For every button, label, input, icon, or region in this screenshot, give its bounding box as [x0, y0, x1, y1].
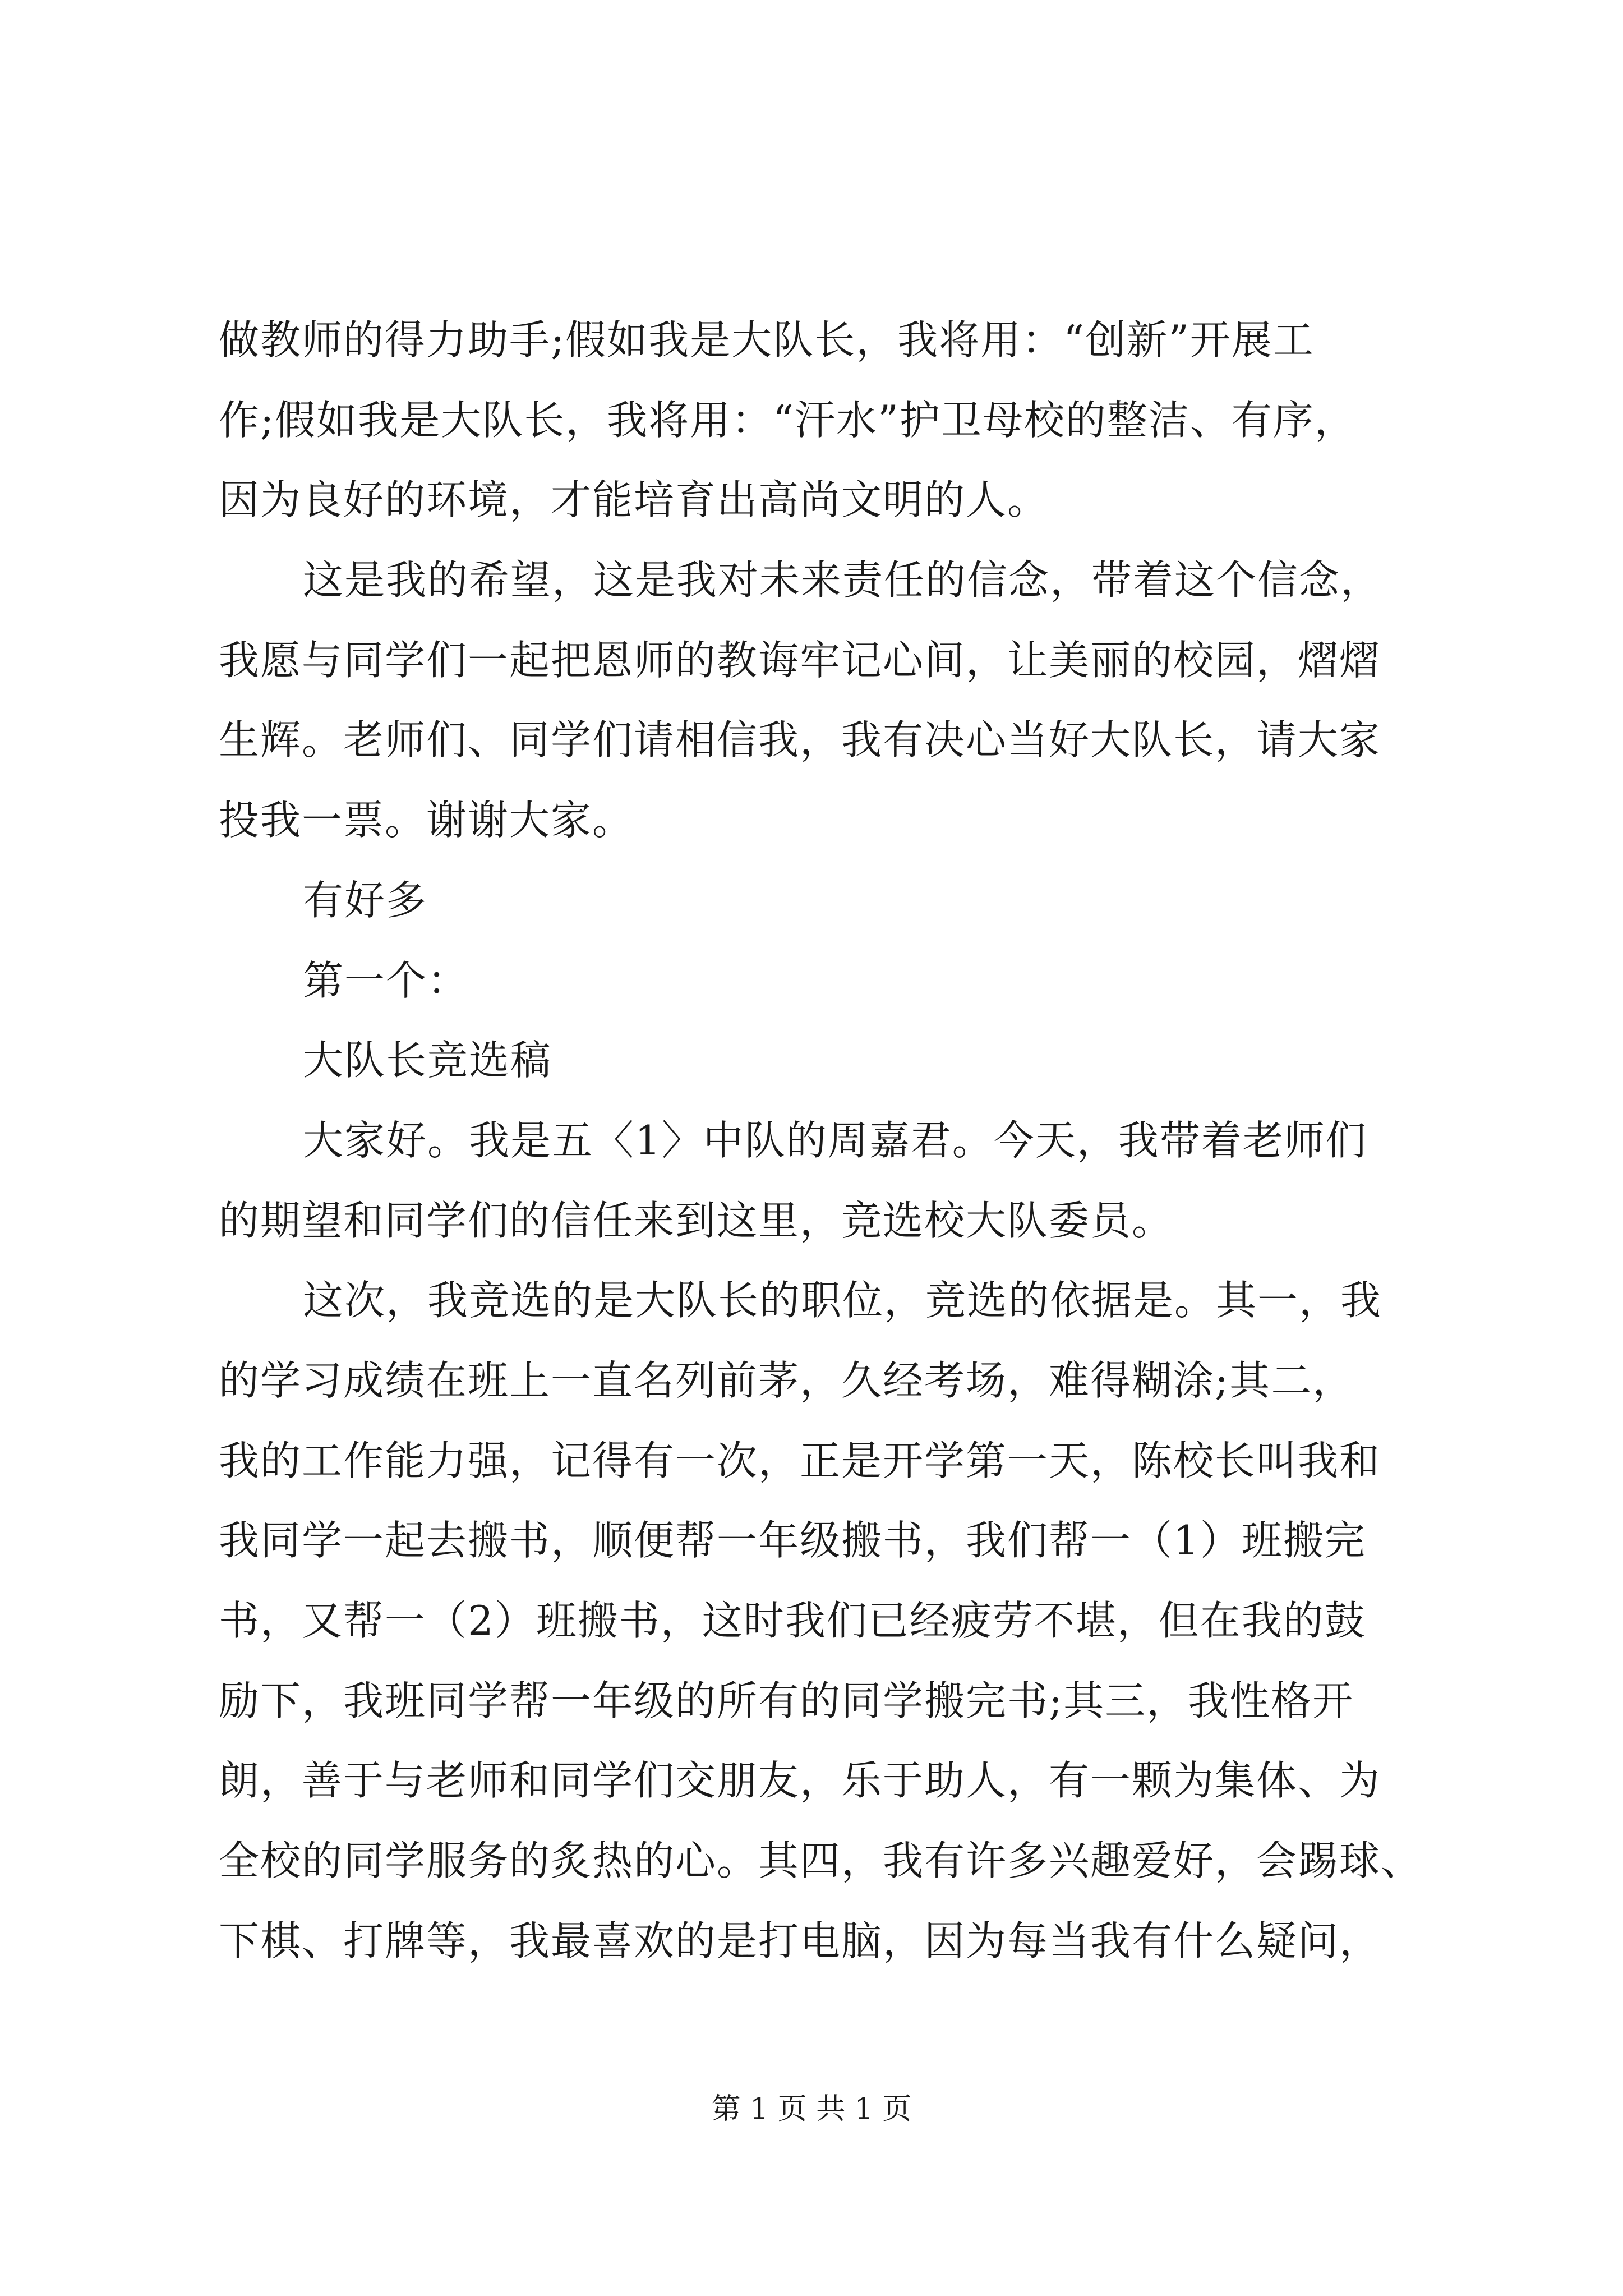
text-line: 下棋、打牌等，我最喜欢的是打电脑，因为每当我有什么疑问， — [219, 1917, 1381, 1964]
text-line: 我同学一起去搬书，顺便帮一年级搬书，我们帮一（1）班搬完 — [219, 1517, 1366, 1565]
text-line: 我的工作能力强，记得有一次，正是开学第一天，陈校长叫我和 — [219, 1437, 1381, 1484]
text-line: 我愿与同学们一起把恩师的教诲牢记心间，让美丽的校园，熠熠 — [219, 636, 1381, 684]
text-line: 的学习成绩在班上一直名列前茅，久经考场，难得糊涂;其二， — [219, 1356, 1354, 1404]
paragraph-start-line: 大家好。我是五〈1〉中队的周嘉君。今天，我带着老师们 — [303, 1116, 1367, 1164]
section-heading: 大队长竞选稿 — [303, 1037, 552, 1084]
paragraph-start-line: 这是我的希望，这是我对未来责任的信念，带着这个信念， — [303, 556, 1382, 604]
document-body — [219, 300, 1424, 1981]
paragraph-start-line: 第一个： — [303, 956, 469, 1004]
text-line: 做教师的得力助手;假如我是大队长，我将用：“创新”开展工 — [219, 316, 1315, 364]
text-line: 全校的同学服务的炙热的心。其四，我有许多兴趣爱好，会踢球、 — [219, 1837, 1423, 1885]
text-line: 作;假如我是大队长，我将用：“汗水”护卫母校的整洁、有序， — [219, 396, 1356, 444]
text-line: 朗，善于与老师和同学们交朋友，乐于助人，有一颗为集体、为 — [219, 1757, 1381, 1805]
paragraph-start-line: 有好多 — [303, 876, 428, 924]
text-line: 投我一票。谢谢大家。 — [219, 797, 634, 844]
text-line: 的期望和同学们的信任来到这里，竞选校大队委员。 — [219, 1197, 1174, 1244]
text-line: 书，又帮一（2）班搬书，这时我们已经疲劳不堪，但在我的鼓 — [219, 1597, 1366, 1644]
text-line: 因为良好的环境，才能培育出高尚文明的人。 — [219, 476, 1049, 524]
text-line: 生辉。老师们、同学们请相信我，我有决心当好大队长，请大家 — [219, 716, 1381, 764]
paragraph-start-line: 这次，我竞选的是大队长的职位，竞选的依据是。其一，我 — [303, 1277, 1382, 1324]
text-line: 励下，我班同学帮一年级的所有的同学搬完书;其三，我性格开 — [219, 1677, 1354, 1724]
page-footer: 第 1 页 共 1 页 — [711, 2092, 912, 2126]
